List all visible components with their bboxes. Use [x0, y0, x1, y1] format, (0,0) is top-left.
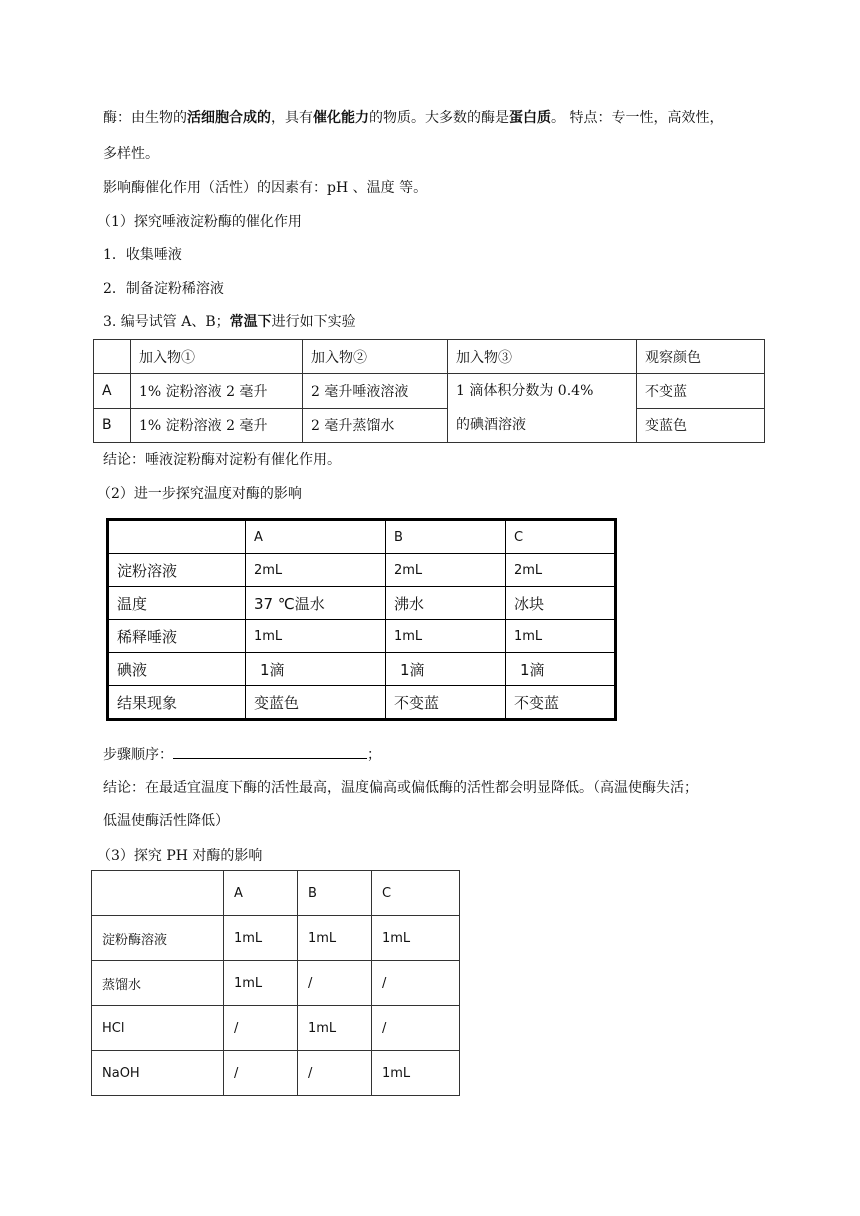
step-3-bold: 常温下	[229, 314, 272, 330]
table-cell: /	[372, 961, 460, 1006]
section2-heading: （2）进一步探究温度对酶的影响	[97, 486, 302, 502]
table-header-cell: C	[506, 520, 616, 554]
table-cell: 1mL	[372, 1051, 460, 1096]
table-header-cell: A	[246, 520, 386, 554]
table-row	[108, 686, 616, 720]
table-header-row	[94, 340, 765, 374]
table-cell: 1滴	[246, 653, 386, 686]
table-cell: /	[298, 961, 372, 1006]
intro-line-1	[103, 108, 723, 128]
step-1: 1．收集唾液	[103, 247, 182, 263]
intro-text: 酶：由生物的	[103, 110, 187, 126]
merged-cell-line-1: 1 滴体积分数为 0.4%	[456, 383, 594, 399]
table-cell: 不变蓝	[506, 686, 616, 720]
step-3	[103, 312, 356, 332]
table-cell: 沸水	[386, 587, 506, 620]
table-cell: 1% 淀粉溶液 2 毫升	[131, 374, 303, 409]
table-cell: 1mL	[298, 1006, 372, 1051]
merged-cell	[448, 374, 637, 443]
table-cell: 1% 淀粉溶液 2 毫升	[131, 408, 303, 443]
row-label: B	[94, 408, 131, 443]
table-header-cell: B	[386, 520, 506, 554]
intro-text: ，具有	[271, 110, 313, 126]
conclusion-1: 结论：唾液淀粉酶对淀粉有催化作用。	[103, 452, 341, 468]
table-cell: 1mL	[298, 916, 372, 961]
table-cell: 1mL	[506, 620, 616, 653]
factors-line: 影响酶催化作用（活性）的因素有：pH 、温度 等。	[103, 180, 428, 196]
table-cell	[108, 520, 246, 554]
steps-order-end: ；	[367, 747, 381, 763]
table-row	[108, 620, 616, 653]
table-cell: /	[224, 1006, 298, 1051]
row-label: 淀粉酶溶液	[92, 916, 224, 961]
row-label: 碘液	[108, 653, 246, 686]
section1-heading: （1）探究唾液淀粉酶的催化作用	[97, 214, 302, 230]
table-header-cell: 加入物③	[448, 340, 637, 374]
table-header-cell: A	[224, 871, 298, 916]
table-cell: 2 毫升唾液溶液	[303, 374, 448, 409]
intro-bold-text: 催化能力	[313, 110, 369, 126]
steps-order-label: 步骤顺序：	[103, 747, 173, 763]
table-row	[108, 587, 616, 620]
row-label: 结果现象	[108, 686, 246, 720]
step-2: 2．制备淀粉稀溶液	[103, 281, 224, 297]
row-label: 温度	[108, 587, 246, 620]
row-label: 淀粉溶液	[108, 554, 246, 587]
step-3-suffix: 进行如下实验	[271, 314, 356, 330]
table-row	[94, 408, 765, 443]
table-header-cell: B	[298, 871, 372, 916]
table-cell: 1mL	[372, 916, 460, 961]
table-cell: 不变蓝	[637, 374, 765, 409]
table-row	[94, 374, 765, 409]
merged-cell-line-2: 的碘酒溶液	[456, 417, 526, 433]
table-cell: /	[298, 1051, 372, 1096]
table-cell: 冰块	[506, 587, 616, 620]
conclusion-2-line-1: 结论：在最适宜温度下酶的活性最高，温度偏高或偏低酶的活性都会明显降低。（高温使酶失活；	[103, 780, 698, 796]
table-header-cell: C	[372, 871, 460, 916]
table-cell: 2 毫升蒸馏水	[303, 408, 448, 443]
table-cell	[94, 340, 131, 374]
table-cell: 变蓝色	[637, 408, 765, 443]
fill-in-blank[interactable]	[173, 744, 367, 759]
table-row	[92, 1051, 460, 1096]
table-row	[108, 653, 616, 686]
table-cell: 不变蓝	[386, 686, 506, 720]
table-header-row	[92, 871, 460, 916]
row-label: A	[94, 374, 131, 409]
step-3-prefix: 3. 编号试管 A、B；	[103, 314, 230, 330]
row-label: 蒸馏水	[92, 961, 224, 1006]
steps-order-line	[103, 744, 381, 765]
table-cell: 1mL	[224, 961, 298, 1006]
table-row	[92, 961, 460, 1006]
table-cell: 1滴	[506, 653, 616, 686]
intro-text: 。 特点：专一性，高效性，	[551, 110, 724, 126]
table-cell: 2mL	[386, 554, 506, 587]
table-cell: 变蓝色	[246, 686, 386, 720]
table-cell: 1mL	[224, 916, 298, 961]
section3-heading: （3）探究 PH 对酶的影响	[97, 848, 263, 864]
table-cell: 2mL	[246, 554, 386, 587]
ph-table	[91, 870, 460, 1096]
table-header-cell: 加入物①	[131, 340, 303, 374]
table-cell: /	[224, 1051, 298, 1096]
table-cell: 1mL	[386, 620, 506, 653]
row-label: HCl	[92, 1006, 224, 1051]
conclusion-2-line-2: 低温使酶活性降低）	[103, 813, 229, 829]
intro-text: 的物质。大多数的酶是	[369, 110, 509, 126]
table-cell: 1mL	[246, 620, 386, 653]
experiment-table-1	[93, 339, 765, 443]
table-cell: /	[372, 1006, 460, 1051]
table-cell: 2mL	[506, 554, 616, 587]
row-label: NaOH	[92, 1051, 224, 1096]
table-header-cell: 观察颜色	[637, 340, 765, 374]
row-label: 稀释唾液	[108, 620, 246, 653]
table-header-cell: 加入物②	[303, 340, 448, 374]
table-cell	[92, 871, 224, 916]
table-cell: 1滴	[386, 653, 506, 686]
table-row	[92, 1006, 460, 1051]
intro-bold-text: 蛋白质	[509, 110, 551, 126]
temperature-table	[106, 518, 617, 721]
table-row	[92, 916, 460, 961]
table-cell: 37 ℃温水	[246, 587, 386, 620]
intro-line-2: 多样性。	[103, 146, 159, 162]
table-header-row	[108, 520, 616, 554]
intro-bold-text: 活细胞合成的	[187, 110, 271, 126]
table-row	[108, 554, 616, 587]
